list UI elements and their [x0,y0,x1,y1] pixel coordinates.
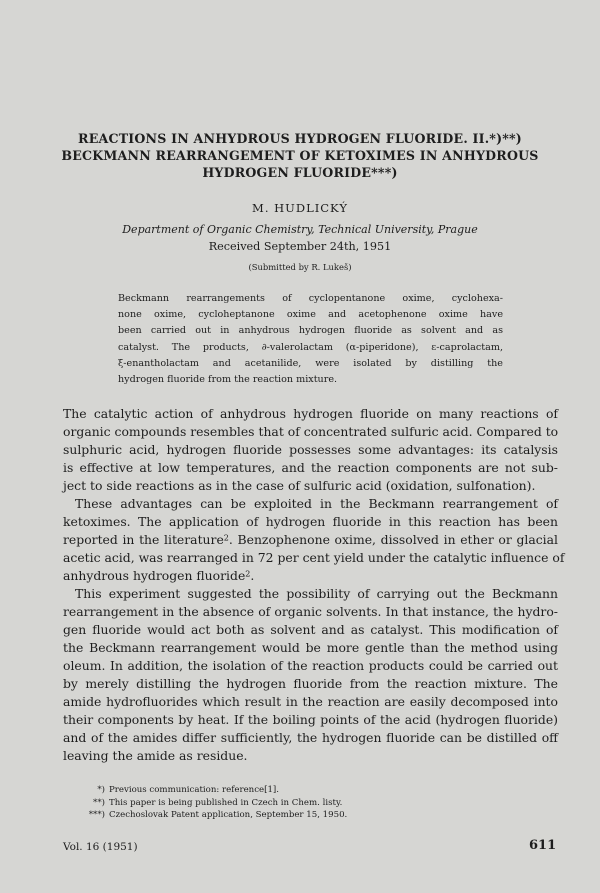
body-line: amide hydrofluorides which result in the reaction are easily decomposed into [63,694,558,709]
footnote [63,784,543,797]
body-line: acetic acid, was rearranged in 72 per cent yield under the catalytic influence of [63,550,565,565]
body-text-run: . [250,568,255,583]
footnote-mark: ***) [88,810,105,821]
footnote-text: Previous communication: reference[1]. [109,785,279,795]
author-name: M. HUDLICKÝ [252,201,348,215]
body-line: by merely distilling the hydrogen fluoride from the reaction mixture. The [63,676,558,691]
body-line: the Beckmann rearrangement would be more gentle than the method using [63,640,558,655]
received-date: Received September 24th, 1951 [208,240,392,253]
body-line: ketoximes. The application of hydrogen fluoride in this reaction has been [63,514,558,529]
body-line: is effective at low temperatures, and the reaction components are not sub- [63,460,558,475]
footnote-mark: **) [93,797,105,808]
footnote [63,797,543,810]
body-line: This experiment suggested the possibility of carrying out the Beckmann [75,586,558,601]
body-text [63,405,565,765]
abstract-line: hydrogen fluoride from the reaction mixture. [118,374,338,386]
body-line: oleum. In addition, the isolation of the reaction products could be carried out [63,658,558,673]
abstract-line: ξ-enantholactam and acetanilide, were isolated by distilling the [118,357,503,369]
footnote-mark: *) [97,785,105,795]
abstract [118,291,503,388]
body-line: These advantages can be exploited in the Beckmann rearrangement of [75,496,558,511]
body-line: their components by heat. If the boiling points of the acid (hydrogen fluoride) [63,712,558,727]
abstract-line: Beckmann rearrangements of cyclopentanone oxime, cyclohexa- [118,293,503,304]
citation-ref: 2 [223,533,229,543]
abstract-line: catalyst. The products, ∂-valerolactam (α-piperidone), ε-caprolactam, [118,341,503,353]
footnote-text: This paper is being published in Czech in Chem. listy. [109,797,343,808]
title-line: BECKMANN REARRANGEMENT OF KETOXIMES IN ANHYDROUS [61,148,539,163]
footnote [63,809,543,822]
page-number: 611 [529,838,557,853]
abstract-line: none oxime, cycloheptanone oxime and acetophenone oxime have [118,309,503,321]
title-line: REACTIONS IN ANHYDROUS HYDROGEN FLUORIDE. II.*)**) [78,131,522,146]
body-line: ject to side reactions as in the case of sulfuric acid (oxidation, sulfonation). [63,478,536,493]
footnotes [63,784,543,822]
body-text-run: . Benzophenone oxime, dissolved in ether or glacial [228,532,558,547]
footnote-text: Czechoslovak Patent application, September 15, 1950. [109,810,348,821]
title-line: HYDROGEN FLUORIDE***) [202,165,398,180]
volume-label: Vol. 16 (1951) [63,841,138,853]
author-affiliation: Department of Organic Chemistry, Technical University, Prague [122,223,478,236]
body-line: gen fluoride would act both as solvent and as catalyst. This modification of [63,622,558,637]
body-line: rearrangement in the absence of organic solvents. In that instance, the hydro- [63,604,558,619]
body-line: and of the amides differ sufficiently, the hydrogen fluoride can be distilled off [63,730,558,745]
body-line: leaving the amide as residue. [63,748,248,763]
body-line: organic compounds resembles that of concentrated sulfuric acid. Compared to [63,424,559,439]
submitted-by: (Submitted by R. Lukeš) [248,262,352,272]
body-line: The catalytic action of anhydrous hydrogen fluoride on many reactions of [63,406,558,421]
body-line: sulphuric acid, hydrogen fluoride possesses some advantages: its catalysis [63,442,558,457]
body-text-run: anhydrous hydrogen fluoride [63,568,246,583]
body-text-run: reported in the literature [63,532,224,547]
body-line [63,567,558,585]
body-line [63,531,558,549]
citation-ref: 2 [245,569,251,579]
abstract-line: been carried out in anhydrous hydrogen fluoride as solvent and as [118,325,503,337]
article-title [40,130,560,181]
